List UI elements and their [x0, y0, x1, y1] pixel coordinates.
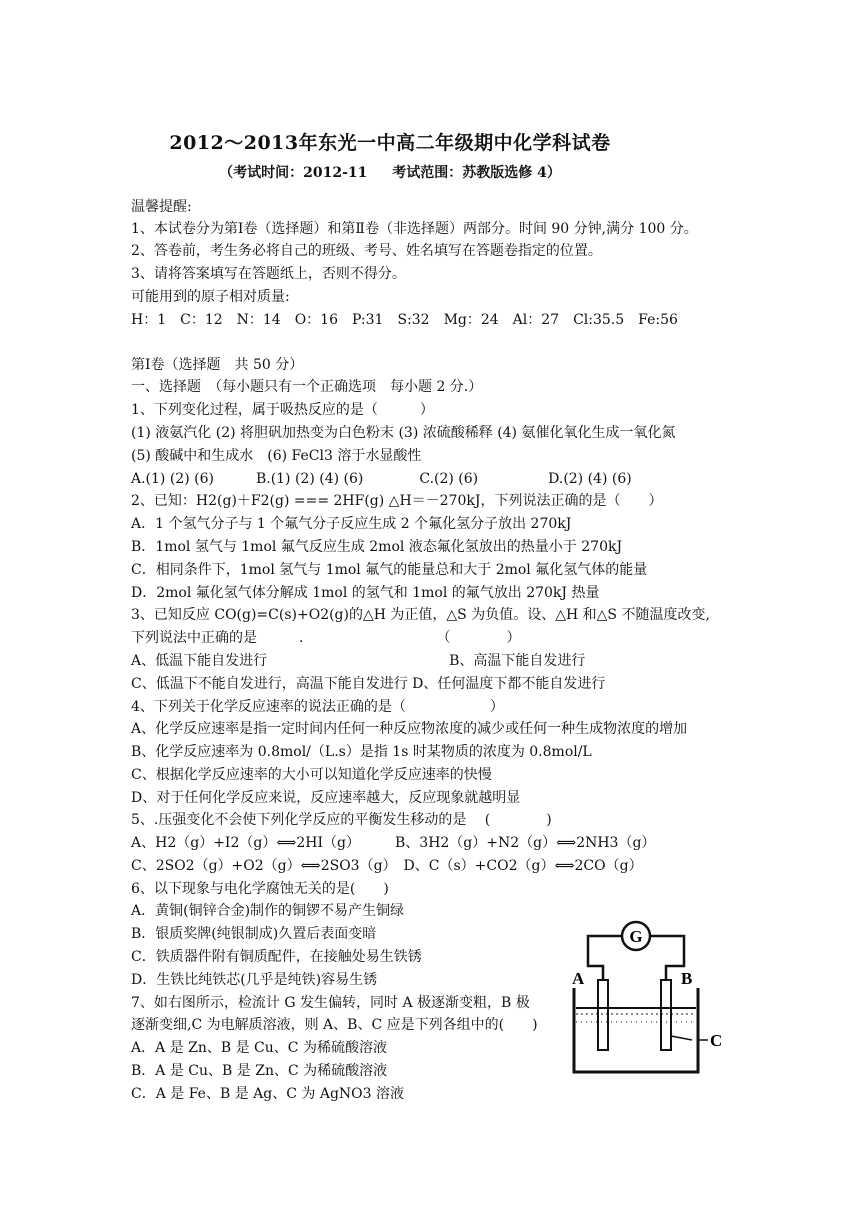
- electrode-a: [598, 980, 608, 1050]
- question-1-line: (5) 酸碱中和生成水 (6) FeCl3 溶于水显酸性: [131, 448, 422, 464]
- question-7-stem: 7、如右图所示，检流计 G 发生偏转，同时 A 极逐渐变粗，B 极: [131, 995, 530, 1011]
- exam-time: （考试时间：2012-11: [219, 165, 368, 181]
- galvanometer-label: G: [629, 927, 643, 946]
- exam-subtitle: [0, 162, 780, 182]
- question-1-stem: 1、下列变化过程，属于吸热反应的是（ ）: [131, 402, 434, 418]
- question-2-option-d: D．2mol 氟化氢气体分解成 1mol 的氢气和 1mol 的氟气放出 270kJ 热量: [131, 585, 600, 601]
- electrode-a-label: A: [572, 969, 585, 988]
- question-5-options-ab: A、H2（g）+I2（g）⟺2HI（g） B、3H2（g）+N2（g）⟺2NH3（g）: [131, 835, 656, 851]
- question-7-option-a: A．A 是 Zn、B 是 Cu、C 为稀硫酸溶液: [131, 1040, 387, 1056]
- notice-item: 2、答卷前，考生务必将自己的班级、考号、姓名填写在答题卷指定的位置。: [131, 243, 602, 259]
- notice-heading: 温馨提醒:: [131, 199, 192, 215]
- question-2-option-a: A．1 个氢气分子与 1 个氟气分子反应生成 2 个氟化氢分子放出 270kJ: [131, 516, 572, 532]
- atomic-masses: H：1 C：12 N：14 O：16 P:31 S:32 Mg：24 Al：27 Cl:35.5 Fe:56: [131, 312, 678, 328]
- exam-title: 2012～2013年东光一中高二年级期中化学科试卷: [169, 132, 611, 154]
- question-6-stem: 6、以下现象与电化学腐蚀无关的是( ): [131, 881, 389, 897]
- question-2-stem: 2、已知：H2(g)＋F2(g) === 2HF(g) △H＝－270kJ，下列说法正确的是（ ）: [131, 493, 663, 509]
- notice-item: 3、请将答案填写在答题纸上，否则不得分。: [131, 266, 406, 282]
- atomic-mass-label: 可能用到的原子相对质量:: [131, 289, 290, 305]
- electrolyte-label: C: [710, 1031, 723, 1050]
- question-7-line: 逐渐变细,C 为电解质溶液，则 A、B、C 应是下列各组中的( ): [131, 1017, 538, 1033]
- question-1-line: (1) 液氨汽化 (2) 将胆矾加热变为白色粉末 (3) 浓硫酸稀释 (4) 氨催化氧化生成一氧化氮: [131, 425, 676, 441]
- question-2-option-c: C．相同条件下，1mol 氢气与 1mol 氟气的能量总和大于 2mol 氟化氢气体的能量: [131, 562, 648, 578]
- exam-scope: 考试范围：苏教版选修 4）: [392, 165, 561, 181]
- question-3-options-cd: C、低温下不能自发进行，高温下能自发进行 D、任何温度下都不能自发进行: [131, 676, 606, 692]
- galvanic-cell-diagram: [560, 918, 730, 1088]
- question-6-option-a: A．黄铜(铜锌合金)制作的铜锣不易产生铜绿: [131, 903, 405, 919]
- beaker: [574, 988, 698, 1072]
- question-2-option-b: B．1mol 氢气与 1mol 氟气反应生成 2mol 液态氟化氢放出的热量小于 270kJ: [131, 539, 623, 555]
- notice-item: 1、本试卷分为第Ⅰ卷（选择题）和第Ⅱ卷（非选择题）两部分。时间 90 分钟,满分 100 分。: [131, 221, 698, 237]
- electrode-b-label: B: [681, 969, 693, 988]
- question-4-stem: 4、下列关于化学反应速率的说法正确的是（ ）: [131, 699, 504, 715]
- question-3-options-ab: A、低温下能自发进行 B、高温下能自发进行: [131, 653, 586, 669]
- question-3-stem: 3、已知反应 CO(g)=C(s)+O2(g)的△H 为正值，△S 为负值。设、△H 和△S 不随温度改变,: [131, 607, 710, 623]
- question-4-option-b: B、化学反应速率为 0.8mol/（L.s）是指 1s 时某物质的浓度为 0.8mol/L: [131, 744, 592, 760]
- question-1-options: A.(1) (2) (6) B.(1) (2) (4) (6) C.(2) (6) D.(2) (4) (6): [131, 471, 632, 487]
- electrode-b: [661, 980, 671, 1050]
- question-7-option-b: B．A 是 Cu、B 是 Zn、C 为稀硫酸溶液: [131, 1063, 388, 1079]
- section-heading: 第Ⅰ卷（选择题 共 50 分）: [131, 357, 304, 373]
- question-6-option-d: D．生铁比纯铁芯(几乎是纯铁)容易生锈: [131, 972, 378, 988]
- question-4-option-c: C、根据化学反应速率的大小可以知道化学反应速率的快慢: [131, 767, 492, 783]
- question-6-option-b: B．银质奖牌(纯银制成)久置后表面变暗: [131, 926, 377, 942]
- question-5-stem: 5、.压强变化不会使下列化学反应的平衡发生移动的是 ( ): [131, 812, 552, 828]
- question-4-option-d: D、对于任何化学反应来说，反应速率越大，反应现象就越明显: [131, 790, 521, 806]
- question-4-option-a: A、化学反应速率是指一定时间内任何一种反应物浓度的减少或任何一种生成物浓度的增加: [131, 721, 688, 737]
- question-6-option-c: C．铁质器件附有铜质配件，在接触处易生铁锈: [131, 949, 422, 965]
- question-7-option-c: C．A 是 Fe、B 是 Ag、C 为 AgNO3 溶液: [131, 1086, 404, 1102]
- part-heading: 一、选择题 （每小题只有一个正确选项 每小题 2 分.）: [131, 379, 483, 395]
- question-3-line: 下列说法中正确的是 . （ ）: [131, 630, 521, 646]
- question-5-options-cd: C、2SO2（g）+O2（g）⟺2SO3（g） D、C（s）+CO2（g）⟺2CO（g）: [131, 858, 643, 874]
